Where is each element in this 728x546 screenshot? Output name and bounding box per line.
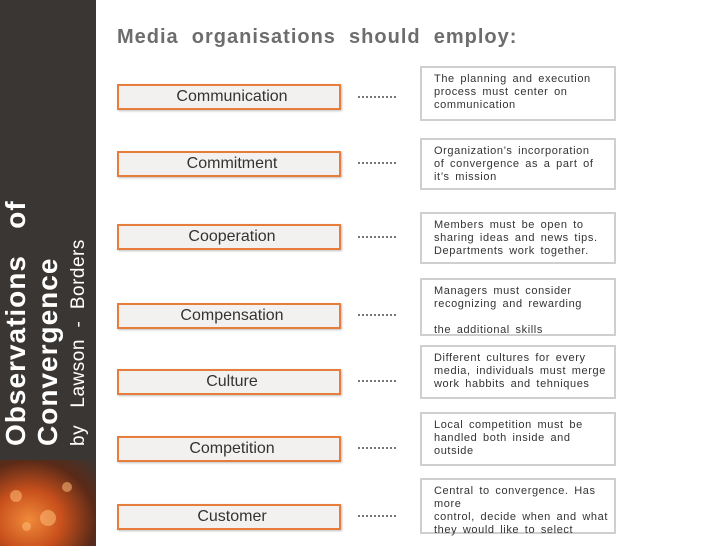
description-box: Different cultures for every media, individuals must merge work habbits and tehniques — [420, 345, 616, 399]
label-box: Culture — [117, 369, 341, 395]
description-box: Members must be open to sharing ideas and news tips. Departments work together. — [420, 212, 616, 264]
list-item — [0, 66, 728, 126]
list-item — [0, 412, 728, 472]
sidebar-title-line2: Convergence — [32, 257, 63, 446]
description-box: Managers must consider recognizing and rewarding the additional skills — [420, 278, 616, 336]
page-heading: Media organisations should employ: — [117, 26, 518, 48]
description-box: Local competition must be handled both inside and outside — [420, 412, 616, 466]
label-box: Cooperation — [117, 224, 341, 250]
dotted-connector — [358, 314, 396, 316]
label-box: Commitment — [117, 151, 341, 177]
label-box: Customer — [117, 504, 341, 530]
sidebar-title-line1: Observations of — [0, 200, 31, 446]
description-box: Organization’s incorporation of convergence as a part of it’s mission — [420, 138, 616, 190]
list-item — [0, 478, 728, 538]
label-box: Competition — [117, 436, 341, 462]
list-item — [0, 210, 728, 270]
description-box: Central to convergence. Has more control, decide when and what they would like to select — [420, 478, 616, 534]
list-item — [0, 345, 728, 405]
label-box: Communication — [117, 84, 341, 110]
label-box: Compensation — [117, 303, 341, 329]
description-box: The planning and execution process must center on communication — [420, 66, 616, 121]
dotted-connector — [358, 236, 396, 238]
dotted-connector — [358, 515, 396, 517]
list-item — [0, 278, 728, 338]
dotted-connector — [358, 162, 396, 164]
list-item — [0, 138, 728, 198]
dotted-connector — [358, 380, 396, 382]
sidebar-byline: by Lawson - Borders — [68, 239, 89, 446]
dotted-connector — [358, 96, 396, 98]
dotted-connector — [358, 447, 396, 449]
